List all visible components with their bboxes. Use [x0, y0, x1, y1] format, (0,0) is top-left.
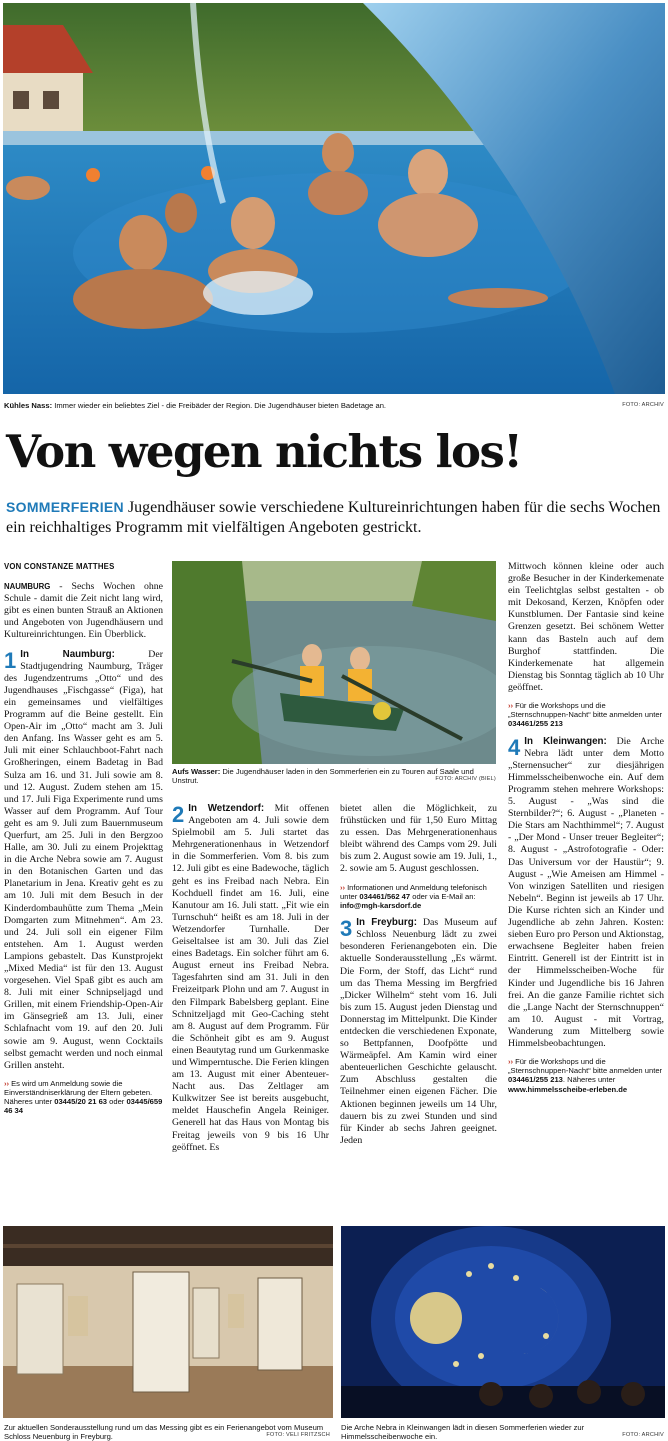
section-text-kleinwangen: Die Arche Nebra lädt unter dem Motto „Sternensucher“ zur diesjährigen Himmelsscheibenwoche ein. Auf dem Programm stehen mehrere Workshops: 5. August - „Was sind die Sternbilder?“; 6. August - „Planeten - Die Stars am Nachthimmel“; 7. August - „Der Mond - Unser treuer Begleiter“; 8. August - „Astrofotografie - Oder: Das Universum vor der Haustür“; 9. August - „Wie Ameisen am Himmel - Von winzigen Satelliten und riesigen Nebeln“. Beginn ist jeweils ab 17 Uhr. Die Kurse richten sich an Kinder und Jugendliche ab zehn Jahren. Kosten: sieben Euro pro Person und Aktionstag, erwachsene Begleiter haben freien Eintritt. Generell ist der Eintritt ist in der Himmelsscheiben-Woche für Kinder und Jugendliche bis 16 Jahren frei. An die ganze Familie richtet sich die „Lange Nacht der Sternschnuppen“ am 10. August - mit Vortrag, Wanderung zum Mittelberg sowie Himmelsbeobachtungen.: [508, 735, 664, 1049]
info-arrow-icon: ››: [508, 701, 514, 711]
sky-disc-credit: FOTO: ARCHIV: [622, 1432, 664, 1438]
freyburg-continued: Mittwoch können kleine oder auch große Besucher in der Kinderkemenate ein Teelichtglas selbst gestalten - ob mit Dekosand, Kerzen, Knöpfen oder Kunstblumen. Der Fantasie sind keine Grenzen gesetzt. Bei schönem Wetter kann das Basteln auch auf dem Burghof stattfinden. Die Kinderkemenate hat allgemein Dienstag bis Sonntag täglich ab 10 Uhr geöffnet.: [508, 561, 664, 693]
section-number-2: 2: [172, 802, 185, 827]
info-wetzendorf-phone: 034461/562 47: [359, 891, 411, 901]
section-kleinwangen: [508, 736, 664, 1050]
section-heading-naumburg: In Naumburg:: [20, 648, 115, 660]
info-naumburg-text: Es wird um Anmeldung sowie die Einverständniserklärung der Eltern gebeten. Näheres unter: [4, 1078, 153, 1107]
info-naumburg: [4, 1079, 163, 1116]
info-kleinwangen-text: Für die Workshops und die „Sternschnuppen-Nacht“ bitte anmelden unter: [508, 1057, 663, 1076]
dateline: NAUMBURG: [4, 582, 51, 592]
info-wetzendorf-text: Informationen und Anmeldung telefonisch unter: [340, 882, 487, 901]
info-naumburg-phone2: 03445/659 46 34: [4, 1097, 163, 1116]
byline: VON CONSTANZE MATTHES: [4, 562, 115, 571]
info-wetzendorf: [340, 883, 497, 911]
section-text-naumburg: Der Stadtjugendring Naumburg, Träger des Jugendzentrums „Otto“ und des Jugendhauses „Fischgasse“ (Figa), hat ein gemeinsames und vielfältiges Programm auf die Beine gestellt. Ein Open-Air im „Otto“ macht am 3. Juli den Anfang. Ins Wasser geht es am 5. Juli mit einer Schlauchboot-Fahrt nach Großheringen, einem Badetag in Bad Sulza am 16. und 31. Juli sowie am 8. und 12. August. Zudem stehen am 15. und 17. Juli Figa Experimente rund ums Wasser auf dem Programm. Auf Tour geht es am 9. Juli zum Bauernmuseum Querfurt, am 25. Juli in den Bergzoo Halle, am 30. Juli zu einem Projekttag in die Arche Nebra sowie am 7. August in den Botanischen Garten und das Planetarium in Jena. Kreativ geht es zu am 10. Juli mit dem Besuch in der Kinderdombauhütte zum Thema „Mein Domgarten zum Mitnehmen“. Am 23. und 24. Juli soll ein eigener Film entstehen. Am 1. August werden Lampions gebastelt. Das Kunstprojekt „Mixed Media“ ist für den 13. August vorgesehen. Viel Spaß gibt es auch am 8. Juli mit einer Schnipseljagd und Grillen, mit einem Friendship-Open-Air im Gänsegrieß am 13. Juli, einer Schlafnacht vom 19. auf den 20. Juli sowie am 9. August, wenn Cocktails selbst gemacht werden und noch einmal Grillen ansteht.: [4, 648, 163, 1071]
article-column-2: [172, 803, 329, 1154]
info-freyburg: [508, 701, 664, 729]
pool-caption: [4, 401, 564, 410]
info-kleinwangen-phone: 034461/255 213: [508, 1075, 563, 1085]
info-naumburg-phone1: 03445/20 21 63: [54, 1097, 108, 1107]
section-number-3: 3: [340, 916, 353, 942]
article-column-3: [340, 803, 497, 1147]
deck-kicker: SOMMERFERIEN: [6, 499, 124, 515]
sky-disc-caption: Die Arche Nebra in Kleinwangen lädt in diesen Sommerferien wieder zur Himmelsscheibenwoche ein.: [341, 1423, 585, 1441]
wetzendorf-continued: bietet allen die Möglichkeit, zu frühstücken und für 1,50 Euro Mittag zu essen. Das Mehrgenerationenhaus bleibt während des Camps vom 29. Juli bis zum 2. August sowie am 19. Juli, 1., 2. sowie am 5. August geschlossen.: [340, 803, 497, 875]
article-column-4: [508, 561, 664, 1094]
info-wetzendorf-email: info@mgh-karsdorf.de: [340, 900, 422, 910]
museum-photo: [3, 1226, 333, 1418]
pool-caption-text: Immer wieder ein beliebtes Ziel - die Freibäder der Region. Die Jugendhäuser bieten Badetage an.: [54, 401, 387, 410]
sky-disc-photo: [341, 1226, 665, 1418]
info-kleinwangen-url: www.himmelsscheibe-erleben.de: [508, 1084, 628, 1094]
info-arrow-icon: ››: [340, 882, 346, 892]
museum-credit: FOTO: VELI FRITZSCH: [266, 1432, 330, 1438]
info-naumburg-or: oder: [107, 1097, 127, 1107]
canoe-credit: FOTO: ARCHIV (BIEL): [435, 776, 496, 782]
info-arrow-icon: ››: [4, 1078, 10, 1088]
pool-caption-lead: Kühles Nass:: [4, 401, 53, 410]
canoe-caption-lead: Aufs Wasser:: [172, 767, 221, 776]
pool-photo: [3, 3, 665, 394]
article-column-1: [4, 561, 163, 1116]
section-heading-kleinwangen: In Kleinwangen:: [524, 735, 607, 747]
section-number-4: 4: [508, 734, 521, 760]
section-text-wetzendorf: Mit offenen Angeboten am 4. Juli sowie dem Spielmobil am 5. Juli startet das Mehrgenerationenhaus in Wetzendorf in die Sommerferien. Vom 8. bis zum 12. Juli gibt es eine Badewoche, täglich geht es ins Freibad nach Nebra. Ein Kochduell findet am 16. Juli, eine Kanutour am 16. Juli statt. „Fit wie ein Turnschuh“ heißt es am 18. Juli in der Wetzendorfer Turnhalle. Der Geiseltalsee ist am 30. Juli das Ziel eines Badetags. Ein solcher führt am 6. August erneut ins Freibad Nebra. Tagesfahrten sind am 31. Juli in den Freizeitpark Plohn und am 7. August in den Filmpark Babelsberg geplant. Eine Schnitzeljagd mit Geo-Caching steht am 8. August auf dem Programm. Für die Schönheit gibt es am 9. August einen Beautytag rund um Gurkenmaske und Wimperntusche. Die Ferien klingen am 13. August mit einer Abenteuer-Nacht aus. Das Zeltlager am Kulkwitzer See ist bereits ausgebucht, meldet Hauschefin Angela Reiniger. Generell hat das Haus von Montag bis Freitag jeweils von 9 bis 16 Uhr geöffnet. Es: [172, 803, 329, 1153]
intro-text: - Sechs Wochen ohne Schule - damit die Zeit nicht lang wird, gibt es einen bunten Strauß an Aktionen und Angeboten von Jugendhäusern und Kultureinrichtungen. Ein Überblick.: [4, 581, 163, 641]
museum-caption: Zur aktuellen Sonderausstellung rund um das Messing gibt es ein Ferienangebot vom Museum Schloss Neuenburg in Freyburg.: [4, 1423, 324, 1441]
deck: [6, 497, 662, 538]
intro-paragraph: [4, 581, 163, 641]
section-heading-wetzendorf: In Wetzendorf:: [188, 803, 265, 814]
section-freyburg: [340, 917, 497, 1147]
info-kleinwangen-mid: . Näheres unter: [562, 1075, 616, 1085]
deck-text: Jugendhäuser sowie verschiedene Kultureinrichtungen haben für die sechs Wochen ein reichhaltiges Programm mit vielfältigen Angeboten gestrickt.: [6, 499, 661, 536]
info-freyburg-text: Für die Workshops und die „Sternschnuppen-Nacht“ bitte anmelden unter: [508, 701, 663, 720]
section-number-1: 1: [4, 647, 17, 673]
info-kleinwangen: [508, 1057, 664, 1094]
section-heading-freyburg: In Freyburg:: [356, 917, 417, 929]
canoe-photo: [172, 561, 496, 764]
info-arrow-icon: ››: [508, 1057, 514, 1067]
section-naumburg: [4, 649, 163, 1072]
canoe-caption-text: Die Jugendhäuser laden in den Sommerferien ein zu Touren auf Saale und Unstrut.: [172, 767, 474, 785]
info-wetzendorf-mid: oder via E-Mail an:: [410, 891, 476, 901]
section-text-freyburg: Das Museum auf Schloss Neuenburg lädt zu zwei besonderen Ferienangeboten ein. Die aktuelle Sonderausstellung „Es wärmt. Die Form, der Stoff, das Licht“ rund um das Thema Messing im Bergfried „Dicker Wilhelm“ steht vom 16. Juli bis zum 15. August jeden Dienstag und Donnerstag im Mittelpunkt. Die Kinder entdecken die verschiedenen Exponate, so Bettpfannen, Doofpötte und Wärmeäpfel. Am Kamin wird einer abenteuerlichen Geschichte gelauscht. Zum Abschluss gestalten die Teilnehmer einen eigenen Fächer. Die Aktionen beginnen jeweils um 14 Uhr, dauern bis zu zwei Stunden und sind für Kinder ab sechs Jahren geeignet. Jeden: [340, 917, 497, 1146]
section-wetzendorf: [172, 803, 329, 1154]
headline: Von wegen nichts los!: [6, 425, 522, 478]
pool-credit: FOTO: ARCHIV: [622, 402, 664, 408]
info-freyburg-phone: 034461/255 213: [508, 719, 563, 729]
